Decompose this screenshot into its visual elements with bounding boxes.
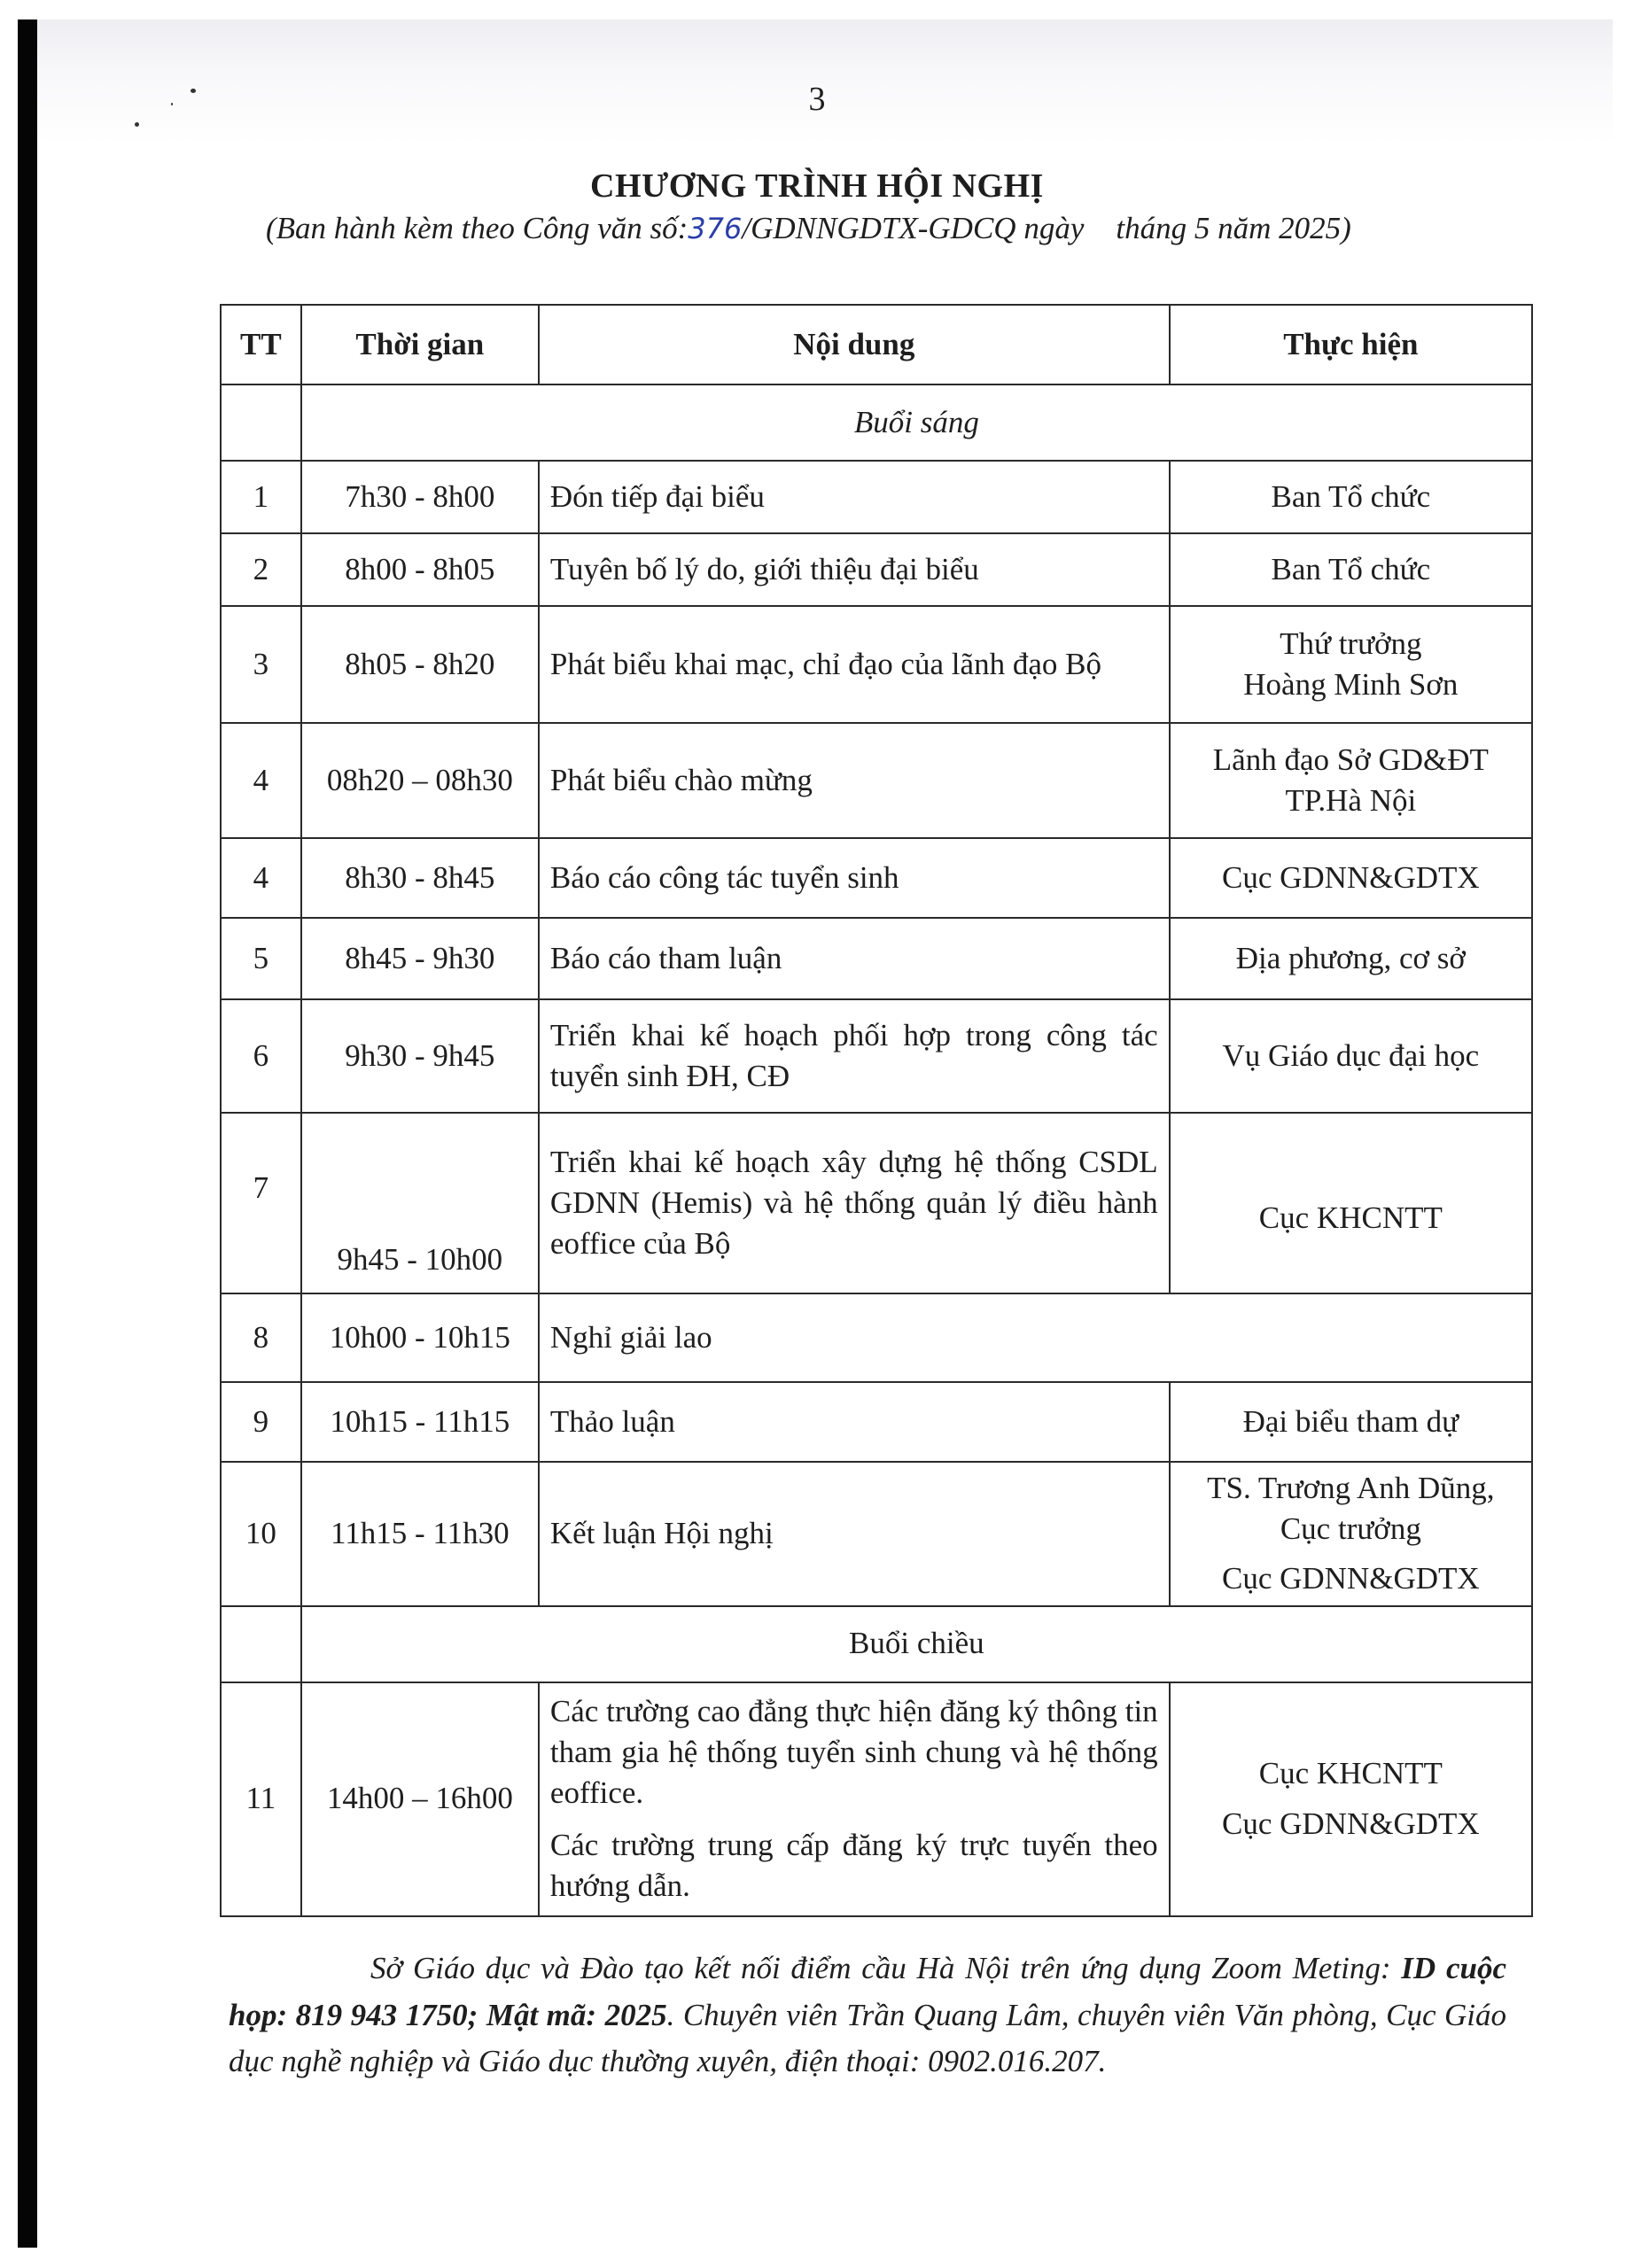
row-content: Triển khai kế hoạch phối hợp trong công tác tuyển sinh ĐH, CĐ (539, 999, 1170, 1113)
row-time: 9h45 - 10h00 (301, 1113, 539, 1293)
row-tt: 7 (221, 1113, 301, 1293)
document-subtitle (266, 211, 1506, 246)
row-content: Tuyên bố lý do, giới thiệu đại biểu (539, 533, 1170, 606)
footer-meeting-credentials: ID cuộc họp: 819 943 1750; Mật mã: 2025 (229, 1951, 1506, 2032)
subtitle-suffix: tháng 5 năm 2025) (1116, 211, 1351, 245)
row-tt: 3 (221, 606, 301, 723)
row-time: 10h15 - 11h15 (301, 1382, 539, 1462)
row-by-line: Cục GDNN&GDTX (1222, 1561, 1480, 1596)
table-row (221, 1382, 1532, 1462)
section-row-afternoon (221, 1606, 1532, 1682)
row-content: Báo cáo tham luận (539, 918, 1170, 999)
table-row (221, 723, 1532, 838)
row-tt: 8 (221, 1293, 301, 1382)
subtitle-prefix: (Ban hành kèm theo Công văn số: (266, 211, 689, 245)
row-time: 11h15 - 11h30 (301, 1462, 539, 1606)
row-by: Cục GDNN&GDTX (1170, 838, 1532, 918)
row-content (539, 1682, 1170, 1916)
document-title: CHƯƠNG TRÌNH HỘI NGHỊ (590, 167, 1044, 205)
row-by (1170, 1462, 1532, 1606)
row-by-line: Cục trưởng (1280, 1511, 1421, 1547)
table-row (221, 533, 1532, 606)
row-by-line: Cục GDNN&GDTX (1222, 1806, 1480, 1841)
row-by-line: Cục KHCNTT (1258, 1756, 1443, 1791)
row-tt: 2 (221, 533, 301, 606)
row-content: Nghỉ giải lao (539, 1293, 1532, 1382)
row-by (1170, 606, 1532, 723)
program-table (220, 304, 1533, 1917)
row-content: Báo cáo công tác tuyển sinh (539, 838, 1170, 918)
table-row (221, 1293, 1532, 1382)
header-content: Nội dung (539, 305, 1170, 384)
row-content: Phát biểu chào mừng (539, 723, 1170, 838)
row-content: Kết luận Hội nghị (539, 1462, 1170, 1606)
row-tt: 11 (221, 1682, 301, 1916)
table-header-row (221, 305, 1532, 384)
row-by: Cục KHCNTT (1170, 1113, 1532, 1293)
row-content: Đón tiếp đại biểu (539, 461, 1170, 533)
row-by (1170, 1682, 1532, 1916)
table-row (221, 1682, 1532, 1916)
row-content-paragraph: Các trường trung cấp đăng ký trực tuyến theo hướng dẫn. (549, 1827, 1158, 1903)
page-number: 3 (808, 81, 826, 118)
footer-text-1: Sở Giáo dục và Đào tạo kết nối điểm cầu Hà Nội trên ứng dụng Zoom Meting: (370, 1951, 1402, 1985)
scan-edge-strip (18, 19, 37, 2248)
row-by: Đại biểu tham dự (1170, 1382, 1532, 1462)
row-time: 7h30 - 8h00 (301, 461, 539, 533)
row-tt: 6 (221, 999, 301, 1113)
header-time: Thời gian (301, 305, 539, 384)
section-label-morning: Buổi sáng (301, 384, 1532, 461)
header-by: Thực hiện (1170, 305, 1532, 384)
row-content-paragraph: Các trường cao đẳng thực hiện đăng ký thông tin tham gia hệ thống tuyển sinh chung và hệ thống eoffice. (549, 1694, 1158, 1811)
row-tt: 1 (221, 461, 301, 533)
row-tt: 4 (221, 723, 301, 838)
row-time: 9h30 - 9h45 (301, 999, 539, 1113)
row-by-line: TS. Trương Anh Dũng, (1207, 1471, 1495, 1505)
row-by: Địa phương, cơ sở (1170, 918, 1532, 999)
handwritten-document-number: 376 (688, 212, 743, 245)
row-tt: 4 (221, 838, 301, 918)
row-by: Ban Tổ chức (1170, 533, 1532, 606)
table-row (221, 1462, 1532, 1606)
row-by-line: Hoàng Minh Sơn (1243, 667, 1459, 702)
table-row (221, 838, 1532, 918)
row-time: 14h00 – 16h00 (301, 1682, 539, 1916)
row-by (1170, 723, 1532, 838)
section-row-morning (221, 384, 1532, 461)
row-tt: 10 (221, 1462, 301, 1606)
row-by-line: Lãnh đạo Sở GD&ĐT (1212, 742, 1489, 777)
row-content: Thảo luận (539, 1382, 1170, 1462)
section-label-afternoon: Buổi chiều (301, 1606, 1532, 1682)
scan-speck (135, 122, 139, 127)
table-row (221, 918, 1532, 999)
row-tt: 5 (221, 918, 301, 999)
row-time: 08h20 – 08h30 (301, 723, 539, 838)
subtitle-mid: /GDNNGDTX-GDCQ ngày (742, 211, 1085, 245)
table-row (221, 1113, 1532, 1293)
row-by-line: Thứ trưởng (1280, 625, 1422, 661)
row-content: Phát biểu khai mạc, chỉ đạo của lãnh đạo Bộ (539, 606, 1170, 723)
footer-note (229, 1946, 1506, 2085)
row-by-line: TP.Hà Nội (1285, 783, 1417, 818)
row-time: 8h30 - 8h45 (301, 838, 539, 918)
row-by: Vụ Giáo dục đại học (1170, 999, 1532, 1113)
row-time: 8h00 - 8h05 (301, 533, 539, 606)
row-tt: 9 (221, 1382, 301, 1462)
row-time: 10h00 - 10h15 (301, 1293, 539, 1382)
table-row (221, 606, 1532, 723)
row-content: Triển khai kế hoạch xây dựng hệ thống CSDL GDNN (Hemis) và hệ thống quản lý điều hành eoffice của Bộ (539, 1113, 1170, 1293)
row-time: 8h45 - 9h30 (301, 918, 539, 999)
row-time: 8h05 - 8h20 (301, 606, 539, 723)
table-row (221, 999, 1532, 1113)
header-tt: TT (221, 305, 301, 384)
row-by: Ban Tổ chức (1170, 461, 1532, 533)
table-row (221, 461, 1532, 533)
footer-text-2: . Chuyên viên Trần Quang Lâm, chuyên viên Văn phòng, Cục Giáo dục nghề nghiệp và Giáo dục thường xuyên, điện thoại: 0902.016.207. (229, 1997, 1506, 2078)
